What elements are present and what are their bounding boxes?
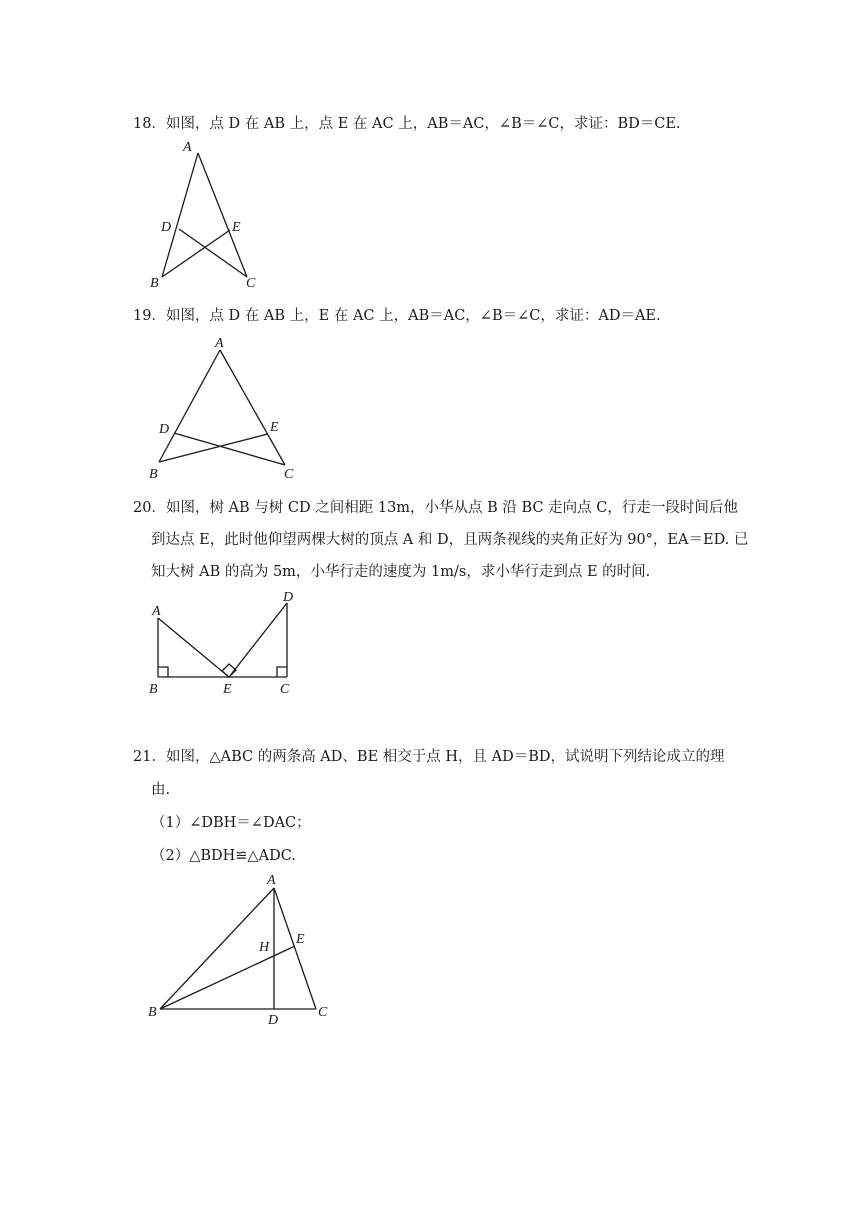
label-d: D — [159, 422, 170, 437]
label-a: A — [267, 873, 276, 888]
figure-20 — [145, 586, 305, 701]
label-d: D — [283, 590, 294, 605]
label-h: H — [259, 940, 270, 955]
segment-be — [159, 434, 268, 462]
problem-20-text-2: 到达点 E，此时他仰望两棵大树的顶点 A 和 D，且两条视线的夹角正好为 90°，EA＝ED. 已 — [151, 532, 749, 548]
label-a: A — [152, 604, 161, 619]
problem-18-number: 18． — [133, 116, 166, 132]
label-b: B — [150, 276, 159, 290]
problem-21-text-2: 由. — [151, 782, 171, 798]
problem-20-text-1: 如图，树 AB 与树 CD 之间相距 13m，小华从点 B 沿 BC 走向点 C，行走一段时间后他 — [165, 500, 738, 516]
right-angle-b — [158, 667, 168, 677]
segment-ab — [159, 350, 220, 462]
label-e: E — [296, 932, 305, 947]
segment-be — [162, 230, 230, 277]
altitude-be — [160, 946, 295, 1009]
label-c: C — [280, 682, 290, 697]
segment-dc — [174, 433, 285, 465]
segment-ac — [198, 153, 247, 277]
figure-19 — [145, 333, 305, 483]
segment-dc — [179, 229, 247, 277]
label-d: D — [161, 220, 172, 235]
label-d: D — [268, 1013, 279, 1028]
figure-21 — [140, 868, 340, 1028]
label-e: E — [270, 420, 279, 435]
problem-21-sub-item-1: （1）∠DBH＝∠DAC； — [151, 815, 311, 831]
label-e: E — [223, 682, 232, 697]
label-e: E — [232, 220, 241, 235]
problem-20-line-2 — [151, 528, 748, 549]
segment-ac — [274, 888, 316, 1009]
figure-18 — [145, 140, 275, 290]
problem-19-number: 19． — [133, 308, 166, 324]
problem-21-sub-1 — [151, 811, 311, 832]
problem-19-line-1 — [133, 304, 661, 325]
label-c: C — [318, 1005, 328, 1020]
problem-20-line-3 — [151, 560, 650, 581]
label-a: A — [183, 140, 192, 155]
sight-de — [229, 603, 287, 677]
segment-ab — [162, 153, 198, 277]
problem-21-sub-item-2: （2）△BDH≌△ADC. — [151, 848, 296, 864]
segment-ac — [220, 350, 285, 465]
label-b: B — [149, 467, 158, 482]
problem-18-text: 如图，点 D 在 AB 上，点 E 在 AC 上，AB＝AC，∠B＝∠C，求证：BD＝CE. — [165, 116, 681, 132]
label-c: C — [246, 276, 256, 290]
problem-21-sub-2 — [151, 844, 296, 865]
segment-ab — [160, 888, 274, 1009]
label-b: B — [149, 682, 158, 697]
label-a: A — [215, 336, 224, 351]
label-c: C — [284, 467, 294, 482]
problem-18-line-1 — [133, 112, 681, 133]
right-angle-c — [277, 667, 287, 677]
problem-21-line-2 — [151, 778, 170, 799]
problem-20-text-3: 知大树 AB 的高为 5m，小华行走的速度为 1m/s，求小华行走到点 E 的时间. — [151, 564, 651, 580]
label-b: B — [148, 1005, 157, 1020]
problem-21-number: 21． — [133, 749, 166, 765]
problem-20-number: 20． — [133, 500, 166, 516]
problem-21-text-1: 如图，△ABC 的两条高 AD、BE 相交于点 H，且 AD＝BD，试说明下列结论成立的理 — [165, 749, 725, 765]
problem-20-line-1 — [133, 496, 738, 517]
problem-19-text: 如图，点 D 在 AB 上，E 在 AC 上，AB＝AC，∠B＝∠C，求证：AD＝AE. — [165, 308, 661, 324]
problem-21-line-1 — [133, 745, 725, 766]
